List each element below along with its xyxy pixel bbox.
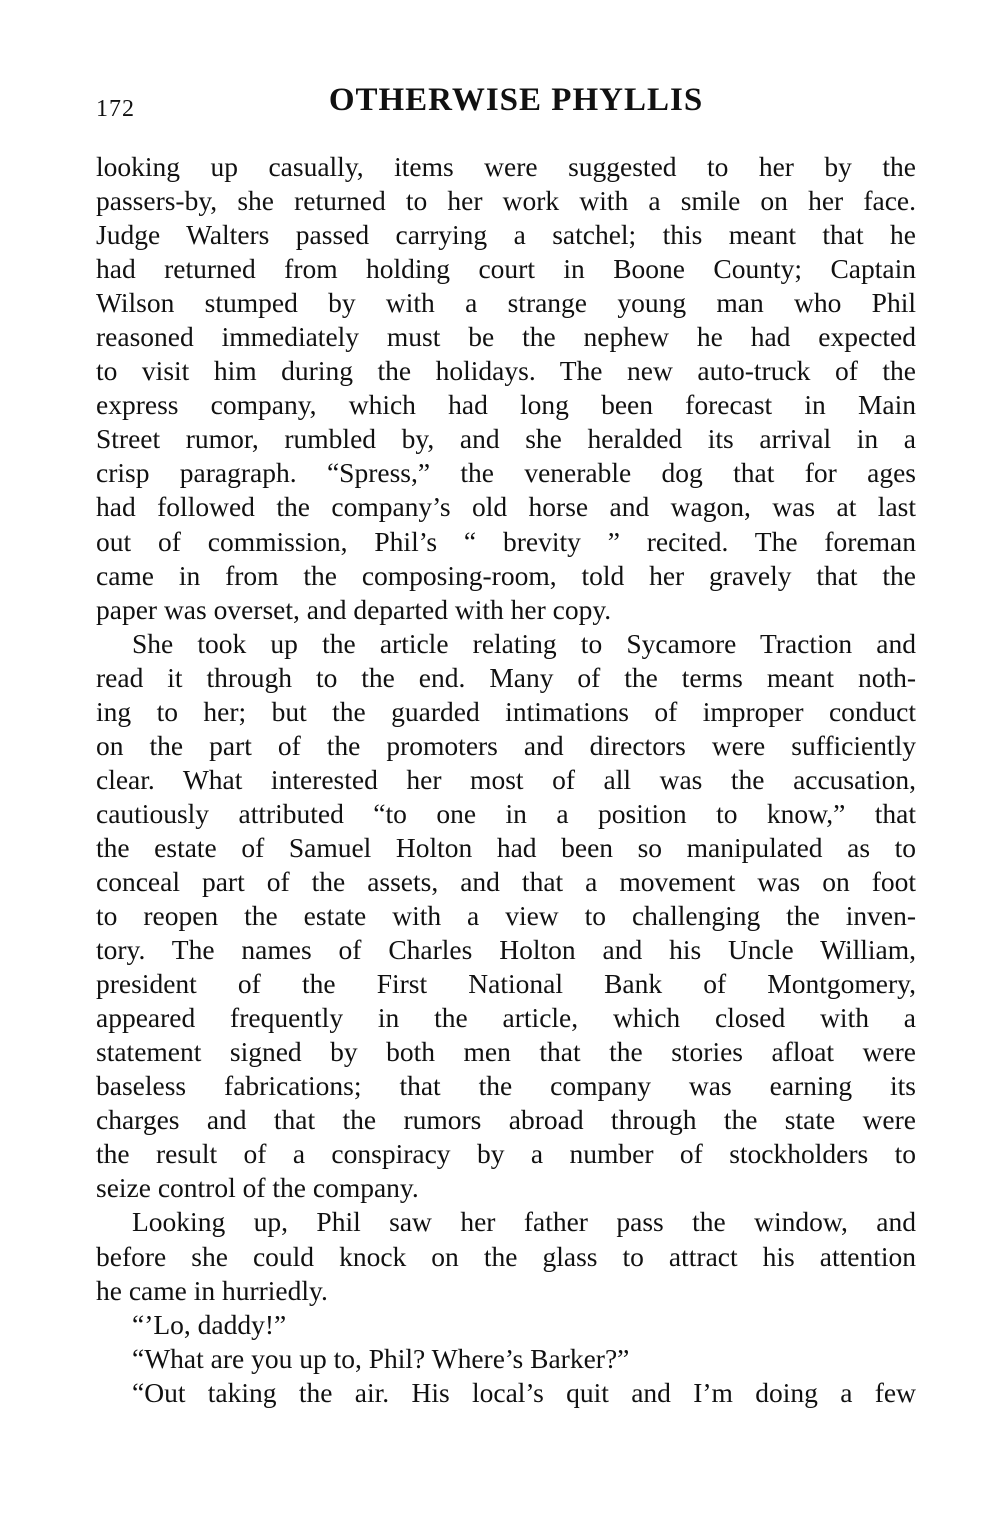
text-line: Wilson stumped by with a strange young man who Phil bbox=[96, 287, 916, 319]
text-line: looking up casually, items were suggested to her by the bbox=[96, 151, 916, 182]
text-line: to reopen the estate with a view to challenging the inven- bbox=[96, 900, 916, 932]
text-line: conceal part of the assets, and that a movement was on foot bbox=[96, 865, 916, 897]
text-line: he came in hurriedly. bbox=[96, 1274, 328, 1306]
page-body-text bbox=[96, 150, 916, 1410]
text-line: charges and that the rumors abroad through the state were bbox=[96, 1104, 916, 1136]
text-line: had returned from holding court in Boone County; Captain bbox=[96, 253, 916, 285]
text-line: statement signed by both men that the stories afloat were bbox=[96, 1036, 916, 1068]
text-line: crisp paragraph. “Spress,” the venerable dog that for ages bbox=[96, 457, 916, 489]
text-line: before she could knock on the glass to attract his attention bbox=[96, 1240, 916, 1272]
text-line: “Out taking the air. His local’s quit and I’m doing a few bbox=[132, 1376, 916, 1408]
text-line: tory. The names of Charles Holton and his Uncle William, bbox=[96, 934, 916, 966]
text-line: out of commission, Phil’s “ brevity ” recited. The foreman bbox=[96, 525, 916, 557]
text-line: came in from the composing-room, told her gravely that the bbox=[96, 559, 916, 591]
page-number: 172 bbox=[96, 96, 135, 122]
text-line: the estate of Samuel Holton had been so manipulated as to bbox=[96, 831, 916, 863]
text-line: passers-by, she returned to her work with a smile on her face. bbox=[96, 185, 916, 217]
text-line: express company, which had long been forecast in Main bbox=[96, 389, 916, 421]
text-line: She took up the article relating to Sycamore Traction and bbox=[132, 627, 916, 659]
text-line: baseless fabrications; that the company was earning its bbox=[96, 1070, 916, 1102]
text-line: “’Lo, daddy!” bbox=[132, 1308, 287, 1340]
text-line: the result of a conspiracy by a number of stockholders to bbox=[96, 1138, 916, 1170]
text-line: president of the First National Bank of Montgomery, bbox=[96, 968, 916, 1000]
text-line: Looking up, Phil saw her father pass the window, and bbox=[132, 1206, 916, 1238]
text-line: had followed the company’s old horse and wagon, was at last bbox=[96, 491, 916, 523]
text-line: cautiously attributed “to one in a position to know,” that bbox=[96, 797, 916, 829]
text-line: clear. What interested her most of all was the accusation, bbox=[96, 763, 916, 795]
text-line: reasoned immediately must be the nephew he had expected bbox=[96, 321, 916, 353]
text-line: “What are you up to, Phil? Where’s Barker?” bbox=[132, 1342, 630, 1374]
text-line: seize control of the company. bbox=[96, 1172, 419, 1204]
text-line: ing to her; but the guarded intimations of improper conduct bbox=[96, 695, 916, 727]
text-line: on the part of the promoters and directors were sufficiently bbox=[96, 729, 916, 761]
text-line: Judge Walters passed carrying a satchel; this meant that he bbox=[96, 219, 916, 251]
running-title: OTHERWISE PHYLLIS bbox=[328, 82, 704, 118]
text-line: read it through to the end. Many of the terms meant noth- bbox=[96, 661, 916, 693]
page-header bbox=[96, 82, 916, 132]
text-line: appeared frequently in the article, which closed with a bbox=[96, 1002, 916, 1034]
text-line: Street rumor, rumbled by, and she heralded its arrival in a bbox=[96, 423, 916, 455]
text-line: paper was overset, and departed with her copy. bbox=[96, 593, 612, 625]
text-line: to visit him during the holidays. The new auto-truck of the bbox=[96, 355, 916, 387]
